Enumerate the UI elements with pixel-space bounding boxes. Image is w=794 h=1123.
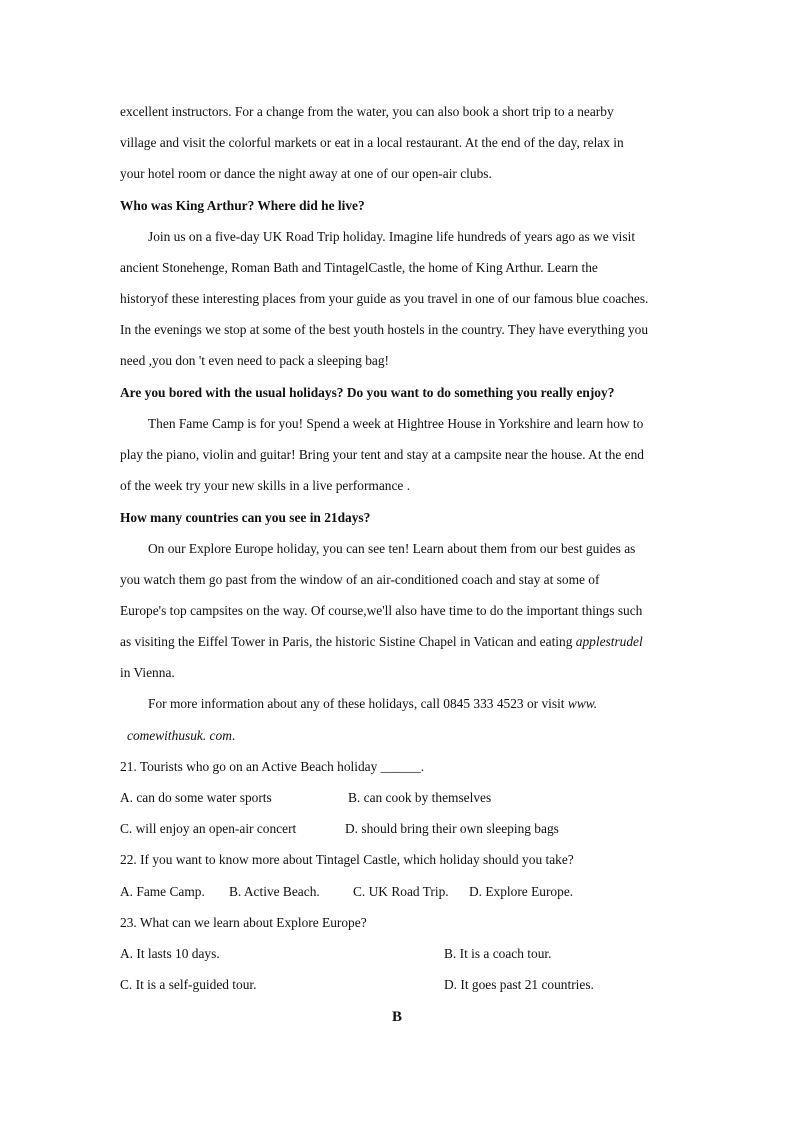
passage-line: your hotel room or dance the night away at one of our open-air clubs. bbox=[120, 166, 492, 181]
passage-line: historyof these interesting places from your guide as you travel in one of our famous blue coaches. bbox=[120, 291, 649, 306]
question-22-option-c: C. UK Road Trip. bbox=[353, 884, 449, 899]
passage-line: Then Fame Camp is for you! Spend a week at Hightree House in Yorkshire and learn how to bbox=[148, 416, 644, 431]
passage-line: you watch them go past from the window of an air-conditioned coach and stay at some of bbox=[120, 572, 600, 587]
passage-line: village and visit the colorful markets or eat in a local restaurant. At the end of the day, relax in bbox=[120, 135, 624, 150]
question-21-option-d: D. should bring their own sleeping bags bbox=[345, 821, 559, 836]
passage-line: play the piano, violin and guitar! Bring your tent and stay at a campsite near the house. At the end bbox=[120, 447, 644, 462]
passage-line: ancient Stonehenge, Roman Bath and TintagelCastle, the home of King Arthur. Learn the bbox=[120, 260, 598, 275]
info-line bbox=[148, 695, 597, 713]
question-21-option-b: B. can cook by themselves bbox=[348, 790, 492, 805]
website-url-part: www. bbox=[567, 696, 598, 711]
section-heading-fame-camp: Are you bored with the usual holidays? Do you want to do something you really enjoy? bbox=[120, 385, 615, 400]
question-23-option-c: C. It is a self-guided tour. bbox=[120, 977, 257, 992]
passage-line: of the week try your new skills in a live performance . bbox=[120, 478, 411, 493]
question-22-stem: 22. If you want to know more about Tintagel Castle, which holiday should you take? bbox=[120, 852, 574, 867]
info-text: For more information about any of these holidays, call 0845 333 4523 or visit bbox=[148, 696, 568, 711]
question-21-option-c: C. will enjoy an open-air concert bbox=[120, 821, 297, 836]
passage-line: Join us on a five-day UK Road Trip holiday. Imagine life hundreds of years ago as we visit bbox=[148, 229, 636, 244]
question-23-option-d: D. It goes past 21 countries. bbox=[444, 977, 594, 992]
info-line bbox=[127, 727, 235, 745]
question-22-option-b: B. Active Beach. bbox=[229, 884, 320, 899]
passage-text: as visiting the Eiffel Tower in Paris, the historic Sistine Chapel in Vatican and eating bbox=[120, 634, 576, 649]
passage-line: Europe's top campsites on the way. Of course,we'll also have time to do the important things such bbox=[120, 603, 643, 618]
passage-line: excellent instructors. For a change from the water, you can also book a short trip to a nearby bbox=[120, 104, 614, 119]
passage-line: in Vienna. bbox=[120, 665, 175, 680]
question-21-option-a: A. can do some water sports bbox=[120, 790, 272, 805]
section-label: B bbox=[391, 1009, 402, 1025]
passage-line: In the evenings we stop at some of the best youth hostels in the country. They have everything you bbox=[120, 322, 649, 337]
passage-line: On our Explore Europe holiday, you can see ten! Learn about them from our best guides as bbox=[148, 541, 636, 556]
section-heading-explore-europe: How many countries can you see in 21days? bbox=[120, 510, 371, 525]
question-22-option-d: D. Explore Europe. bbox=[469, 884, 574, 899]
question-23-option-a: A. It lasts 10 days. bbox=[120, 946, 220, 961]
passage-italic-word: applestrudel bbox=[575, 634, 643, 649]
question-23-stem: 23. What can we learn about Explore Europe? bbox=[120, 915, 367, 930]
website-url-part: comewithusuk. com bbox=[127, 728, 232, 743]
passage-line: need ,you don 't even need to pack a sleeping bag! bbox=[120, 353, 390, 368]
question-22-option-a: A. Fame Camp. bbox=[120, 884, 205, 899]
section-heading-king-arthur: Who was King Arthur? Where did he live? bbox=[120, 198, 365, 213]
info-end: . bbox=[231, 728, 236, 743]
passage-line bbox=[120, 633, 643, 651]
question-21-stem: 21. Tourists who go on an Active Beach holiday ______. bbox=[120, 759, 425, 774]
question-23-option-b: B. It is a coach tour. bbox=[444, 946, 552, 961]
